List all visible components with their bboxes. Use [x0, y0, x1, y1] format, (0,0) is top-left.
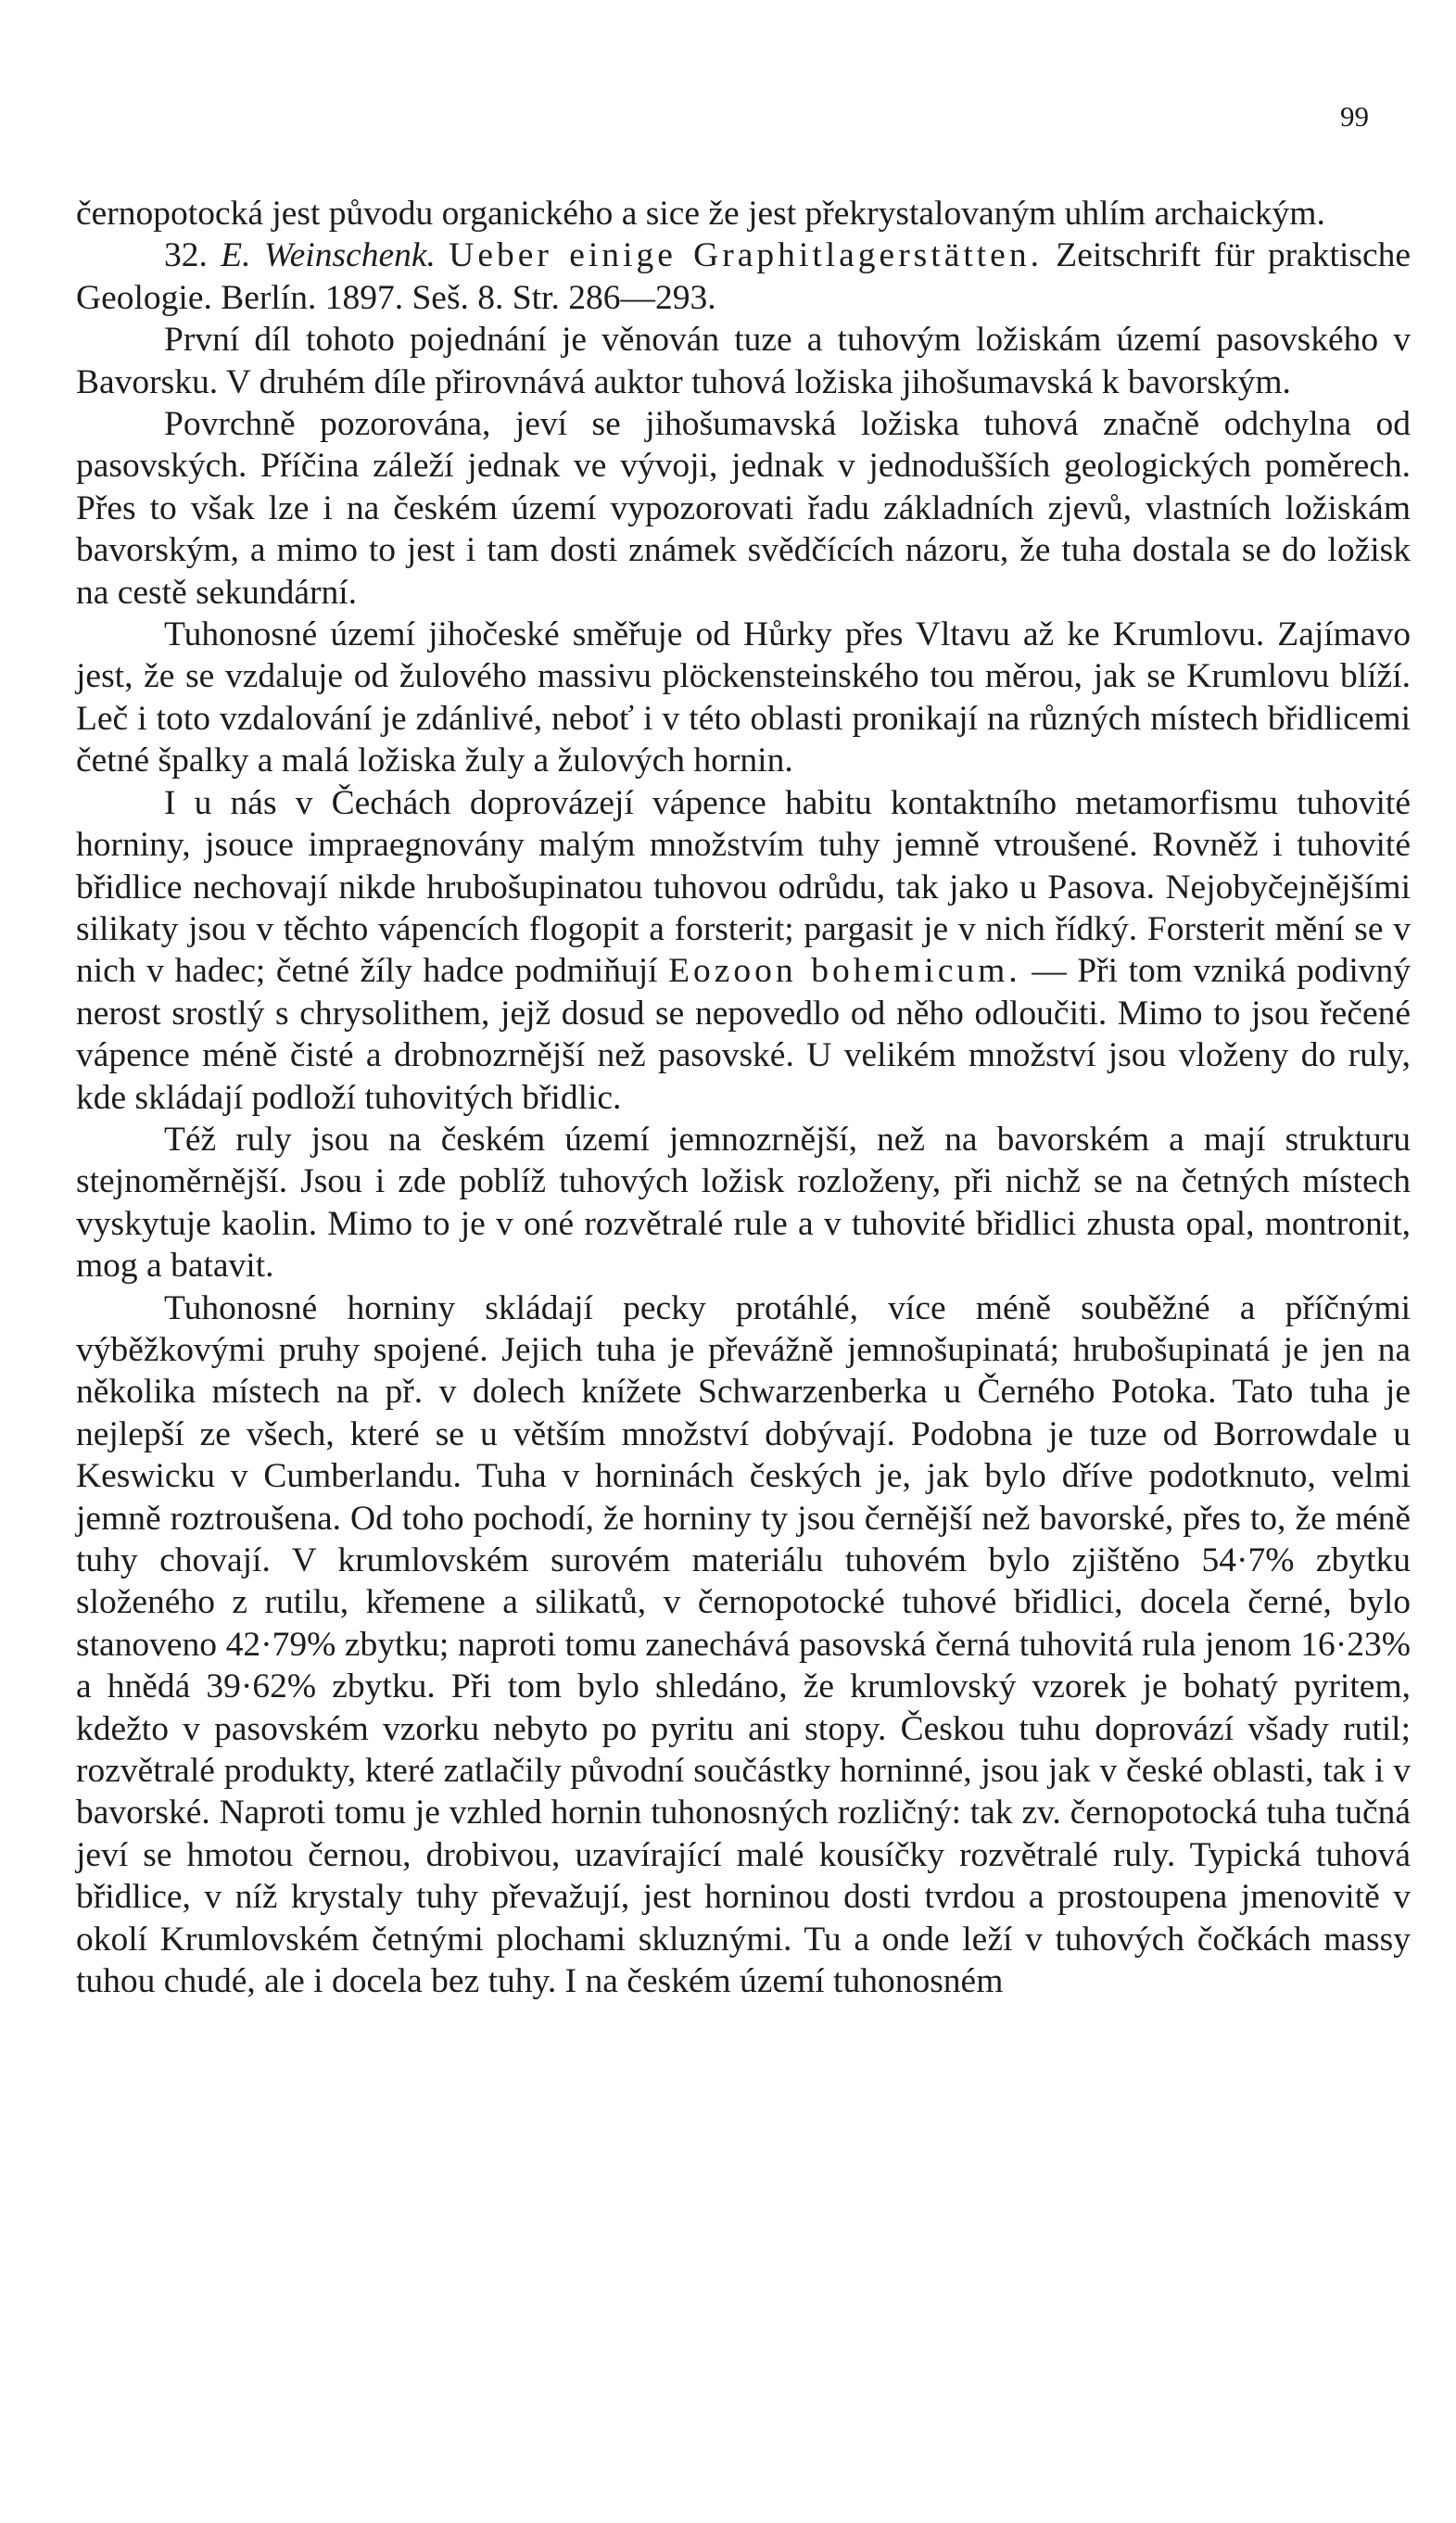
reference-details: Zeitschrift für praktische Geologie. Berlín. 1897. Seš. 8. Str. 286—293. [76, 236, 1412, 317]
paragraph: Též ruly jsou na českém území jemnozrnější, než na bavorském a mají strukturu stejnoměrnější. Jsou i zde poblíž tuhových ložisk rozloženy, při nichž se na četných místech vyskytuje kaolin. Mimo to je v oné rozvětralé rule a v tuhovité břidlici zhusta opal, montronit, mog a batavit. [76, 1120, 1411, 1286]
paragraph [76, 782, 1411, 1119]
paragraph-text: — Při tom vzniká podivný nerost srostlý s chrysolithem, jejž dosud se nepovedlo od něho odloučiti. Mimo to jsou řečené vápence méně čisté a drobnozrnější než pasovské. U velikém množství jsou vloženy do ruly, kde skládají podloží tuhovitých břidlic. [76, 952, 1411, 1117]
paragraph: První díl tohoto pojednání je věnován tuze a tuhovým ložiskám území pasovského v Bavorsku. V druhém díle přirovnává auktor tuhová ložiska jihošumavská k bavorským. [76, 321, 1411, 401]
paragraph: Tuhonosné území jihočeské směřuje od Hůrky přes Vltavu až ke Krumlovu. Zajímavo jest, že se vzdaluje od žulového massivu plöckensteinského tou měrou, jak se Krumlovu blíží. Leč i toto vzdalování je zdánlivé, neboť i v této oblasti pronikají na různých místech břidlicemi četné špalky a malá ložiska žuly a žulových hornin. [76, 615, 1411, 780]
page-number: 99 [1340, 100, 1369, 133]
paragraph-continuation: černopotocká jest původu organického a sice že jest překrystalovaným uhlím archaickým. [76, 195, 1325, 233]
body-text [76, 193, 1411, 2002]
reference-title: Ueber einige Graphitlagerstätten. [449, 236, 1043, 275]
reference-number: 32. [164, 236, 222, 275]
eozoon-term: Eozoon bohemicum. [668, 952, 1021, 991]
reference-32 [76, 235, 1411, 319]
reference-author: E. Weinschenk. [221, 236, 436, 275]
paragraph: Tuhonosné horniny skládají pecky protáhlé, více méně souběžné a příčnými výběžkovými pruhy spojené. Jejich tuha je převážně jemnošupinatá; hrubošupinatá je jen na několika místech na př. v dolech knížete Schwarzenberka u Černého Potoka. Tato tuha je nejlepší ze všech, které se u větším množství dobývají. Podobna je tuze od Borrowdale u Keswicku v Cumberlandu. Tuha v horninách českých je, jak bylo dříve podotknuto, velmi jemně roztroušena. Od toho pochodí, že horniny ty jsou černější než bavorské, přes to, že méně tuhy chovají. V krumlovském surovém materiálu tuhovém bylo zjištěno 54·7% zbytku složeného z rutilu, křemene a silikatů, v černopotocké tuhové břidlici, docela černé, bylo stanoveno 42·79% zbytku; naproti tomu zanechává pasovská černá tuhovitá rula jenom 16·23% a hnědá 39·62% zbytku. Při tom bylo shledáno, že krumlovský vzorek je bohatý pyritem, kdežto v pasovském vzorku nebyto po pyritu ani stopy. Českou tuhu doprovází všady rutil; rozvětralé produkty, které zatlačily původní součástky horninné, jsou jak v české oblasti, tak i v bavorské. Naproti tomu je vzhled hornin tuhonosných rozličný: tak zv. černopotocká tuha tučná jeví se hmotou černou, drobivou, uzavírající malé kousíčky rozvětralé ruly. Typická tuhová břidlice, v níž krystaly tuhy převažují, jest horninou dosti tvrdou a prostoupena jmenovitě v okolí Krumlovském četnými plochami skluznými. Tu a onde leží v tuhových čočkách massy tuhou chudé, ale i docela bez tuhy. I na českém území tuhonosném [76, 1288, 1411, 2001]
paragraph-text: I u nás v Čechách doprovázejí vápence habitu kontaktního metamorfismu tuhovité horniny, jsouce impraegnovány malým množstvím tuhy jemně vtroušené. Rovněž i tuhovité břidlice nechovají nikde hrubošupinatou tuhovou odrůdu, tak jako u Pasova. Nejobyčejnějšími silikaty jsou v těchto vápencích flogopit a forsterit; pargasit je v nich řídký. Forsterit mění se v nich v hadec; četné žíly hadce podmiňují [76, 783, 1411, 991]
paragraph: Povrchně pozorována, jeví se jihošumavská ložiska tuhová značně odchylna od pasovských. Příčina záleží jednak ve vývoji, jednak v jednodušších geologických poměrech. Přes to však lze i na českém území vypozorovati řadu základních zjevů, vlastních ložiskám bavorským, a mimo to jest i tam dosti známek svědčících názoru, že tuha dostala se do ložisk na cestě sekundární. [76, 405, 1411, 612]
